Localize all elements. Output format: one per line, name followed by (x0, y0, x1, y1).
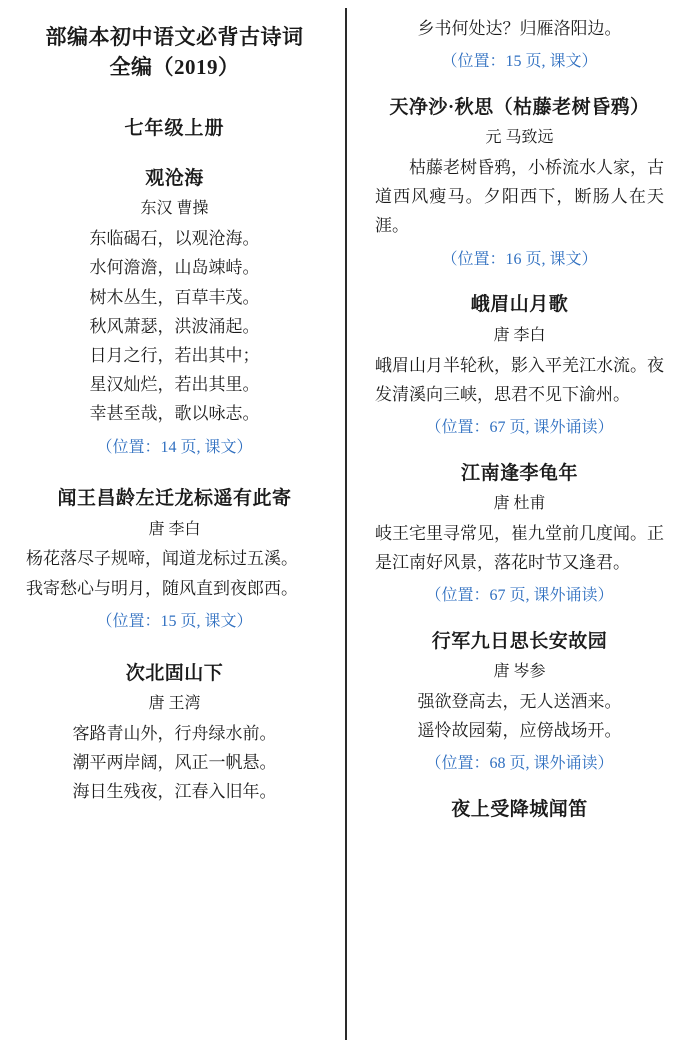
poem-title: 观沧海 (145, 167, 204, 189)
document-title-line1: 部编本初中语文必背古诗词 (45, 25, 304, 49)
poem-wenwangchangling (26, 486, 323, 634)
poem-line: 幸甚至哉，歌以咏志。 (89, 404, 260, 424)
poem-line: 遥怜故园菊，应傍战场开。 (417, 721, 622, 741)
poem-guancanghai (26, 166, 323, 460)
poem-tianjingsha-qiusi (375, 95, 664, 272)
poem-author: 唐 李白 (148, 520, 201, 538)
poem-xingjunjiurisichanganguyuan (375, 629, 664, 777)
poem-title: 次北固山下 (125, 662, 224, 684)
poem-author: 唐 李白 (493, 326, 546, 344)
poem-line: 日月之行，若出其中； (89, 346, 260, 365)
poem-jiangnanfenglaguinian (375, 461, 664, 609)
poem-body (26, 544, 323, 602)
poem-line: 海日生残夜，江春入旧年。 (72, 782, 277, 802)
poem-body (375, 519, 664, 577)
poem-line: 峨眉山月半轮秋，影入平羌江水流。夜发清溪向三峡，思君不见下渝州。 (375, 355, 664, 404)
poem-line: 我寄愁心与明月，随风直到夜郎西。 (26, 578, 298, 598)
poem-line: 杨花落尽子规啼，闻道龙标过五溪。 (26, 549, 298, 569)
poem-emeishanyuege (375, 292, 664, 440)
poem-line: 枯藤老树昏鸦，小桥流水人家，古道西风瘦马。夕阳西下，断肠人在天涯。 (375, 158, 664, 236)
poem-line: 岐王宅里寻常见，崔九堂前几度闻。正是江南好风景，落花时节又逢君。 (375, 523, 664, 572)
poem-title: 行军九日思长安故园 (431, 630, 608, 652)
grade-heading: 七年级上册 (124, 117, 225, 139)
document-title (26, 22, 323, 83)
poem-body (375, 153, 664, 241)
poem-line: 秋风萧瑟，洪波涌起。 (89, 316, 260, 336)
poem-author: 东汉 曹操 (140, 200, 209, 218)
poem-location: （位置：15 页, 课文） (96, 612, 253, 630)
poem-location: （位置：16 页, 课文） (441, 250, 598, 268)
poem-yeshangshoujiangchengwendi (375, 797, 664, 824)
poem-author: 唐 岑参 (493, 663, 546, 681)
poem-title: 夜上受降城闻笛 (451, 799, 588, 821)
continued-fragment (375, 14, 664, 75)
poem-line: 树木丛生，百草丰茂。 (89, 287, 260, 307)
right-column (345, 0, 690, 1048)
poem-title: 闻王昌龄左迁龙标遥有此寄 (57, 488, 292, 510)
poem-line: 潮平两岸阔，风正一帆悬。 (72, 752, 277, 772)
poem-line: 强欲登高去，无人送酒来。 (417, 692, 622, 711)
document-title-line2: 全编（2019） (109, 55, 240, 80)
poem-title: 峨眉山月歌 (470, 294, 569, 316)
poem-author: 唐 王湾 (148, 695, 201, 713)
poem-location: （位置：67 页, 课外诵读） (425, 587, 614, 605)
poem-title: 天净沙·秋思（枯藤老树昏鸦） (389, 96, 650, 118)
poem-line: 东临碣石，以观沧海。 (89, 229, 260, 249)
poem-body (375, 687, 664, 745)
poem-body (375, 351, 664, 409)
poem-location: （位置：14 页, 课文） (96, 438, 253, 456)
poem-location: （位置：68 页, 课外诵读） (425, 755, 614, 773)
poem-line: 星汉灿烂，若出其里。 (89, 375, 260, 395)
poem-title: 江南逢李龟年 (460, 462, 578, 484)
poem-location: （位置：67 页, 课外诵读） (425, 418, 614, 436)
poem-body (26, 719, 323, 807)
poem-author: 元 马致远 (485, 129, 554, 147)
poem-line: 客路青山外，行舟绿水前。 (72, 723, 277, 743)
poem-line: 乡书何处达？归雁洛阳边。 (417, 19, 622, 38)
poem-cibeigushanxia (26, 661, 323, 807)
poem-line: 水何澹澹，山岛竦峙。 (89, 258, 260, 278)
column-divider (345, 8, 347, 1040)
poem-body (26, 224, 323, 429)
poem-location: （位置：15 页, 课文） (441, 53, 598, 71)
poem-author: 唐 杜甫 (493, 495, 546, 513)
